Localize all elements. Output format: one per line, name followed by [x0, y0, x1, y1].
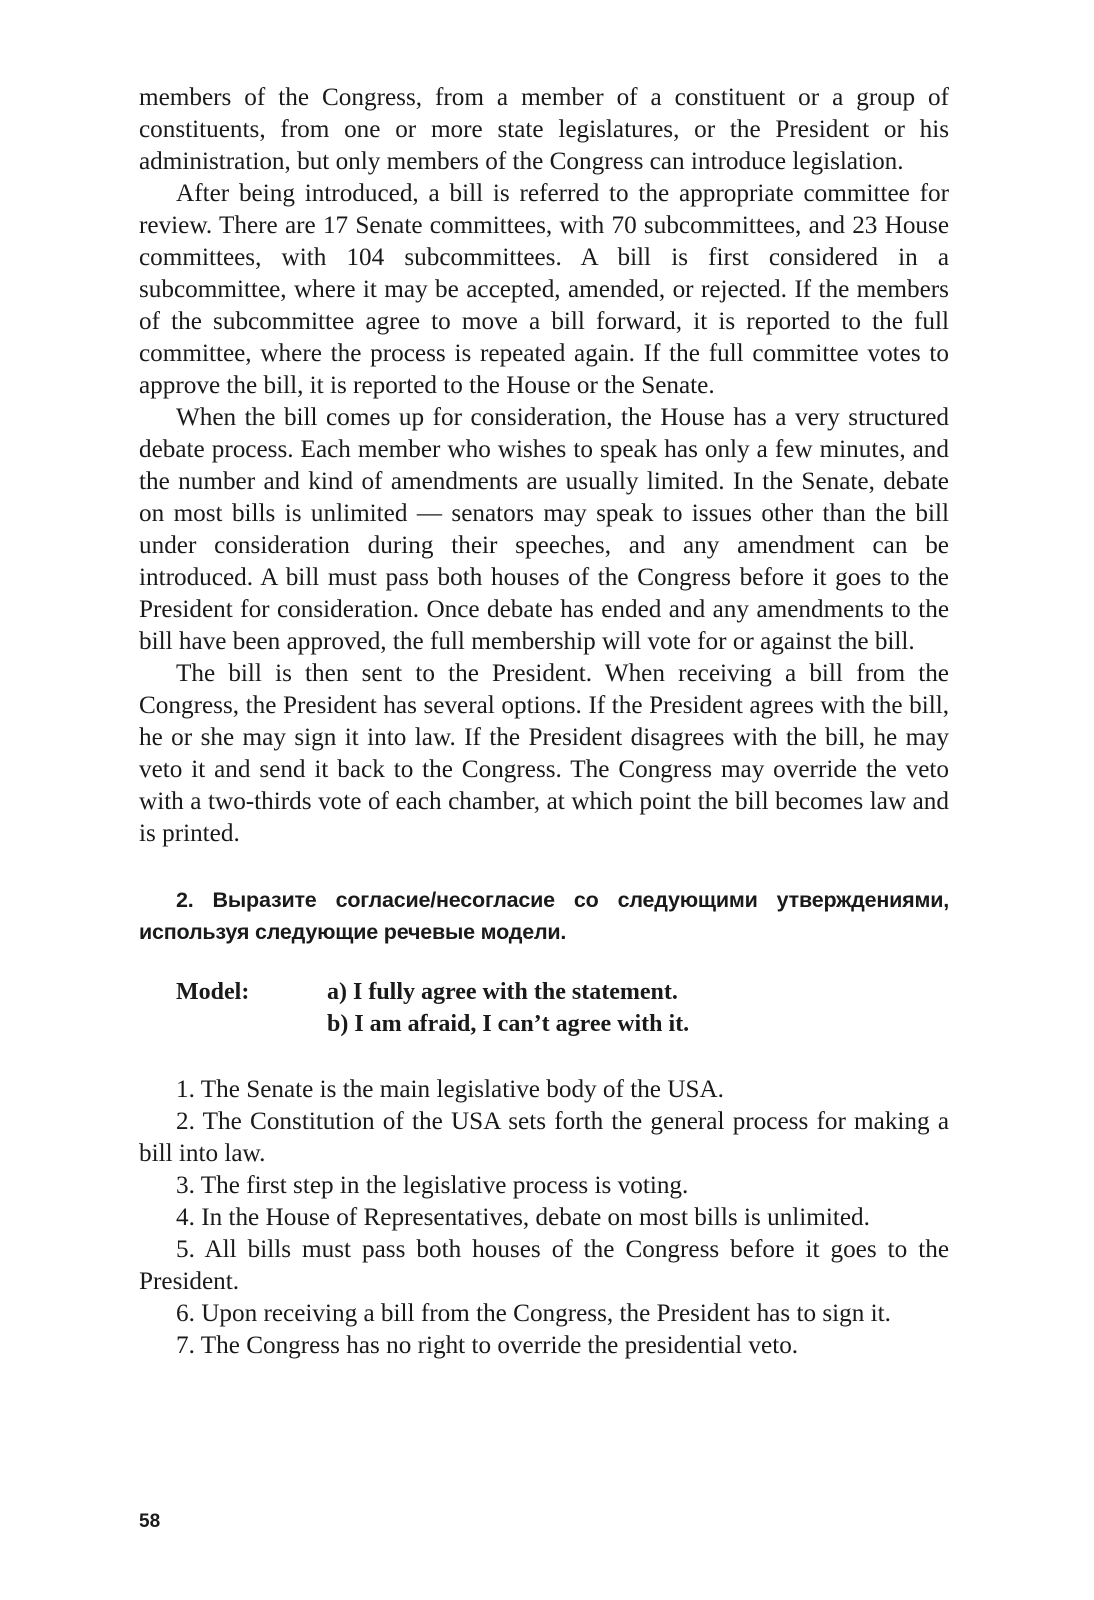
model-label-spacer	[139, 1008, 327, 1040]
statement-item: 7. The Congress has no right to override the presidential veto.	[176, 1332, 799, 1359]
model-label: Model:	[176, 979, 250, 1005]
statement-item: 6. Upon receiving a bill from the Congress, the President has to sign it.	[176, 1300, 891, 1327]
body-paragraph-2: After being introduced, a bill is referred to the appropriate committee for review. There are 17 Senate committees, with 70 subcommittees, and 23 House committees, with 104 subcommittees. A bill is first considered in a subcommittee, where it may be accepted, amended, or rejected. If the members of the subcommittee agree to move a bill forward, it is reported to the full committee, where the process is repeated again. If the full committee votes to approve the bill, it is reported to the House or the Senate.	[139, 180, 949, 399]
page-content	[139, 82, 949, 1362]
body-paragraph-1: members of the Congress, from a member of a constituent or a group of constituents, from one or more state legislatures, or the President or his administration, but only members of the Congress can introduce legislation.	[139, 84, 949, 175]
statement-item: 4. In the House of Representatives, debate on most bills is unlimited.	[176, 1204, 870, 1231]
body-paragraph-4: The bill is then sent to the President. When receiving a bill from the Congress, the President has several options. If the President agrees with the bill, he or she may sign it into law. If the President disagrees with the bill, he may veto it and send it back to the Congress. The Congress may override the veto with a two-thirds vote of each chamber, at which point the bill becomes law and is printed.	[139, 660, 949, 847]
model-line-b: b) I am afraid, I can’t agree with it.	[327, 1011, 690, 1037]
statement-item: 1. The Senate is the main legislative body of the USA.	[176, 1076, 724, 1103]
model-row-a	[139, 976, 949, 1008]
statement-item: 5. All bills must pass both houses of the Congress before it goes to the President.	[139, 1236, 949, 1295]
model-row-b	[139, 1008, 949, 1040]
page-number: 58	[139, 1511, 161, 1532]
model-block	[139, 976, 949, 1040]
task-heading: 2. Выразите согласие/несогласие со следующими утверждениями, используя следующие речевые модели.	[139, 888, 949, 944]
body-paragraph-3: When the bill comes up for consideration, the House has a very structured debate process. Each member who wishes to speak has only a few minutes, and the number and kind of amendments are usually limited. In the Senate, debate on most bills is unlimited — senators may speak to issues other than the bill under consideration during their speeches, and any amendment can be introduced. A bill must pass both houses of the Congress before it goes to the President for consideration. Once debate has ended and any amendments to the bill have been approved, the full membership will vote for or against the bill.	[139, 404, 949, 655]
statement-item: 2. The Constitution of the USA sets forth the general process for making a bill into law.	[139, 1108, 949, 1167]
model-line-a: a) I fully agree with the statement.	[327, 979, 678, 1005]
statement-list	[139, 1074, 949, 1362]
statement-item: 3. The first step in the legislative process is voting.	[176, 1172, 689, 1199]
